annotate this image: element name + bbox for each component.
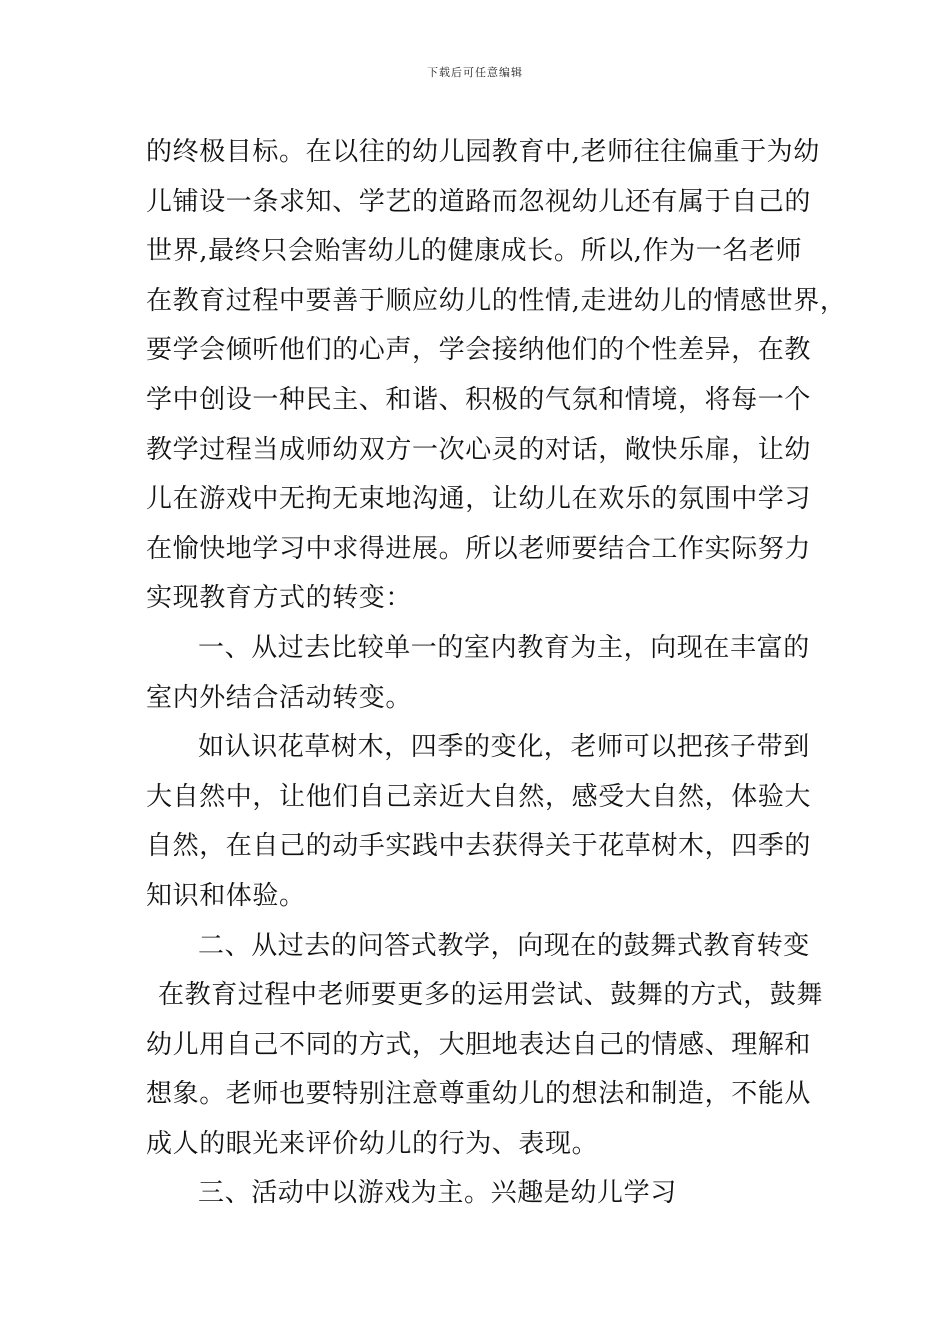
text-line: 实现教育方式的转变： [146,583,413,614]
document-body [146,128,847,1219]
text-line: 室内外结合活动转变。 [146,682,413,713]
text-line: 知识和体验。 [146,880,306,911]
text-line: 二、从过去的问答式教学，向现在的鼓舞式教育转变 [198,930,810,961]
text-line: 成人的眼光来评价幼儿的行为、表现。 [146,1128,599,1159]
text-line: 世界,最终只会贻害幼儿的健康成长。所以,作为一名老师 [146,236,803,267]
text-line: 在教育过程中要善于顺应幼儿的性情,走进幼儿的情感世界， [146,285,847,316]
text-line: 在愉快地学习中求得进展。所以老师要结合工作实际努力 [146,533,812,564]
text-line: 要学会倾听他们的心声，学会接纳他们的个性差异，在教 [146,335,812,366]
text-line: 学中创设一种民主、和谐、积极的气氛和情境，将每一个 [146,384,812,415]
text-line: 想象。老师也要特别注意尊重幼儿的想法和制造，不能从 [146,1079,812,1110]
text-line: 大自然中，让他们自己亲近大自然，感受大自然，体验大 [146,781,812,812]
text-line: 在教育过程中老师要更多的运用尝试、鼓舞的方式，鼓舞 [158,980,824,1011]
text-line: 一、从过去比较单一的室内教育为主，向现在丰富的 [198,632,810,663]
text-line: 三、活动中以游戏为主。兴趣是幼儿学习 [198,1178,677,1209]
text-line: 幼儿用自己不同的方式，大胆地表达自己的情感、理解和 [146,1029,812,1060]
page-header: 下载后可任意编辑 [427,66,523,79]
text-line: 儿铺设一条求知、学艺的道路而忽视幼儿还有属于自己的 [146,186,812,217]
text-line: 如认识花草树木，四季的变化，老师可以把孩子带到 [198,732,810,763]
text-line: 自然，在自己的动手实践中去获得关于花草树木，四季的 [146,831,812,862]
text-line: 儿在游戏中无拘无束地沟通，让幼儿在欢乐的氛围中学习 [146,484,812,515]
text-line: 教学过程当成师幼双方一次心灵的对话，敞快乐扉，让幼 [146,434,812,465]
text-line: 的终极目标。在以往的幼儿园教育中,老师往往偏重于为幼 [146,137,820,167]
